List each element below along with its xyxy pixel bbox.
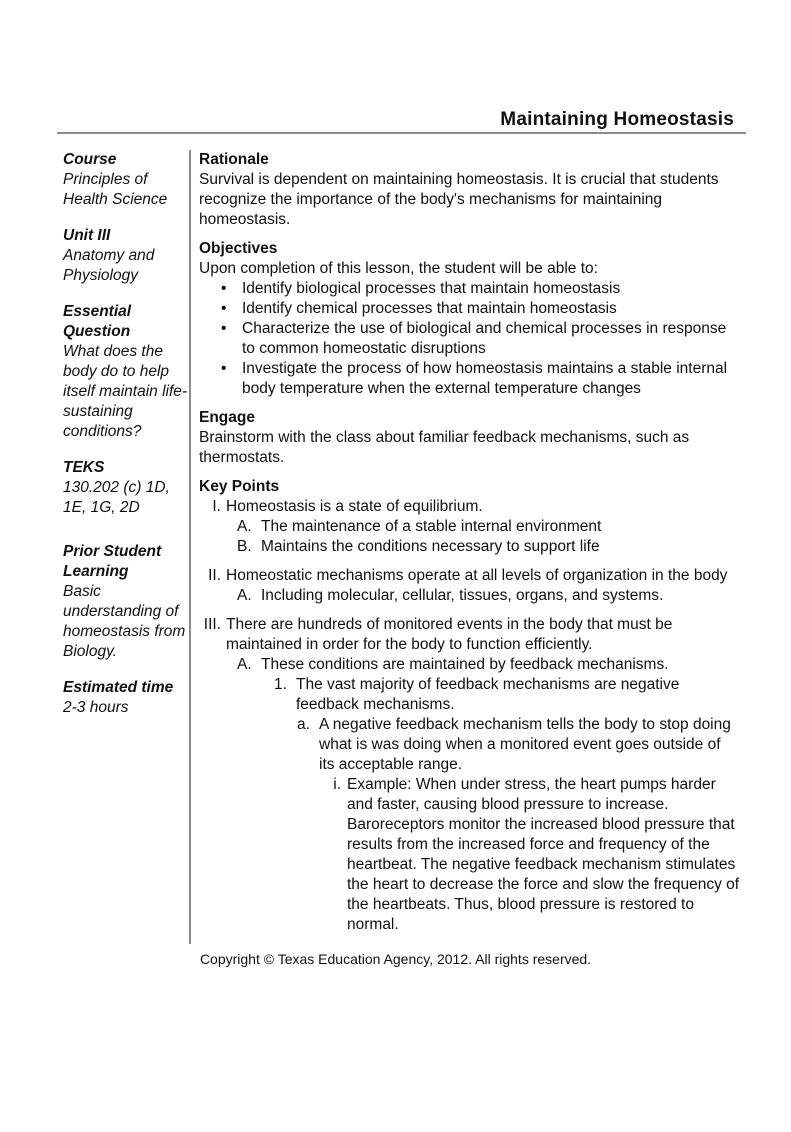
key-points-section [199,477,740,935]
key-points-heading: Key Points [199,478,280,495]
objective-text: Investigate the process of how homeostasis maintains a stable internal body temperature when the external temperature changes [242,360,728,397]
sidebar-heading: TEKS [63,459,105,476]
engage-body: Brainstorm with the class about familiar feedback mechanisms, such as thermostats. [199,429,690,466]
objectives-heading: Objectives [199,240,278,257]
key-point-item [199,615,740,655]
key-point-item [237,537,740,557]
title-underline [57,132,746,134]
outline-text: The maintenance of a stable internal environment [261,518,602,535]
outline-text: Maintains the conditions necessary to support life [261,538,600,555]
objective-bullet [221,279,740,299]
bullet-icon: • [221,320,227,337]
outline-label: II. [208,567,221,584]
outline-text: Homeostatic mechanisms operate at all levels of organization in the body [226,567,728,584]
outline-text: A negative feedback mechanism tells the body to stop doing what is was doing when a monitored event goes outside of its acceptable range. [319,716,731,773]
key-point-group-3 [199,615,740,935]
bullet-icon: • [221,300,227,317]
sidebar-body: 130.202 (c) 1D, 1E, 1G, 2D [63,479,170,516]
rationale-body: Survival is dependent on maintaining homeostasis. It is crucial that students recognize the importance of the body's mechanisms for maintaining homeostasis. [199,171,719,228]
copyright-footer: Copyright © Texas Education Agency, 2012. All rights reserved. [199,951,592,967]
bullet-icon: • [221,360,227,377]
outline-label: A. [237,518,252,535]
sidebar-section-course [63,150,188,210]
sidebar-section-prior-learning [63,542,188,662]
sidebar-section-unit [63,226,188,286]
document-page [0,108,791,1132]
main-content [191,150,740,944]
outline-text: These conditions are maintained by feedback mechanisms. [261,656,669,673]
sidebar-body: Principles of Health Science [63,171,168,208]
outline-text: Example: When under stress, the heart pumps harder and faster, causing blood pressure to increase. Baroreceptors monitor the increased blood pressure that results from the increased force and frequency of the heartbeat. The negative feedback mechanism stimulates the heart to decrease the force and slow the frequency of the heartbeats. Thus, blood pressure is restored to normal. [347,776,740,933]
sidebar-body: Anatomy and Physiology [63,247,155,284]
outline-label: B. [237,538,252,555]
objective-text: Identify chemical processes that maintain homeostasis [242,300,617,317]
objective-text: Identify biological processes that maintain homeostasis [242,280,621,297]
key-point-item [199,497,740,517]
rationale-section [199,150,740,230]
outline-text: There are hundreds of monitored events in the body that must be maintained in order for the body to function efficiently. [226,616,673,653]
sidebar-section-teks [63,458,188,518]
key-point-group-2 [199,566,740,606]
sidebar-heading: Essential Question [63,303,132,340]
engage-section [199,408,740,468]
key-point-item [321,775,740,935]
objective-bullet [221,359,740,399]
outline-label: 1. [274,676,287,693]
outline-label: a. [297,716,310,733]
sidebar-section-essential-question [63,302,188,442]
page-title: Maintaining Homeostasis [500,109,734,130]
outline-label: A. [237,587,252,604]
outline-text: Homeostasis is a state of equilibrium. [226,498,483,515]
outline-text: The vast majority of feedback mechanisms are negative feedback mechanisms. [296,676,680,713]
key-point-group-1 [199,497,740,557]
sidebar-heading: Estimated time [63,679,174,696]
sidebar [63,150,188,944]
sidebar-body: Basic understanding of homeostasis from Biology. [63,583,186,660]
key-point-item [297,715,740,775]
outline-text: Including molecular, cellular, tissues, organs, and systems. [261,587,664,604]
bullet-icon: • [221,280,227,297]
objective-text: Characterize the use of biological and chemical processes in response to common homeostatic disruptions [242,320,727,357]
key-point-item [237,517,740,537]
key-point-item [237,586,740,606]
objective-bullet [221,319,740,359]
outline-label: i. [333,776,341,793]
objectives-section [199,239,740,399]
sidebar-body: What does the body do to help itself maintain life-sustaining conditions? [63,343,188,440]
key-point-item [237,655,740,675]
sidebar-body: 2-3 hours [63,699,129,716]
engage-heading: Engage [199,409,255,426]
rationale-heading: Rationale [199,151,269,168]
outline-label: I. [212,498,221,515]
content-area [63,150,740,944]
outline-label: A. [237,656,252,673]
outline-label: III. [203,616,221,633]
sidebar-heading: Prior Student Learning [63,543,162,580]
sidebar-heading: Unit III [63,227,111,244]
sidebar-heading: Course [63,151,117,168]
key-point-item [199,566,740,586]
sidebar-section-estimated-time [63,678,188,718]
objective-bullet [221,299,740,319]
objectives-intro: Upon completion of this lesson, the student will be able to: [199,260,598,277]
key-point-item [274,675,740,715]
